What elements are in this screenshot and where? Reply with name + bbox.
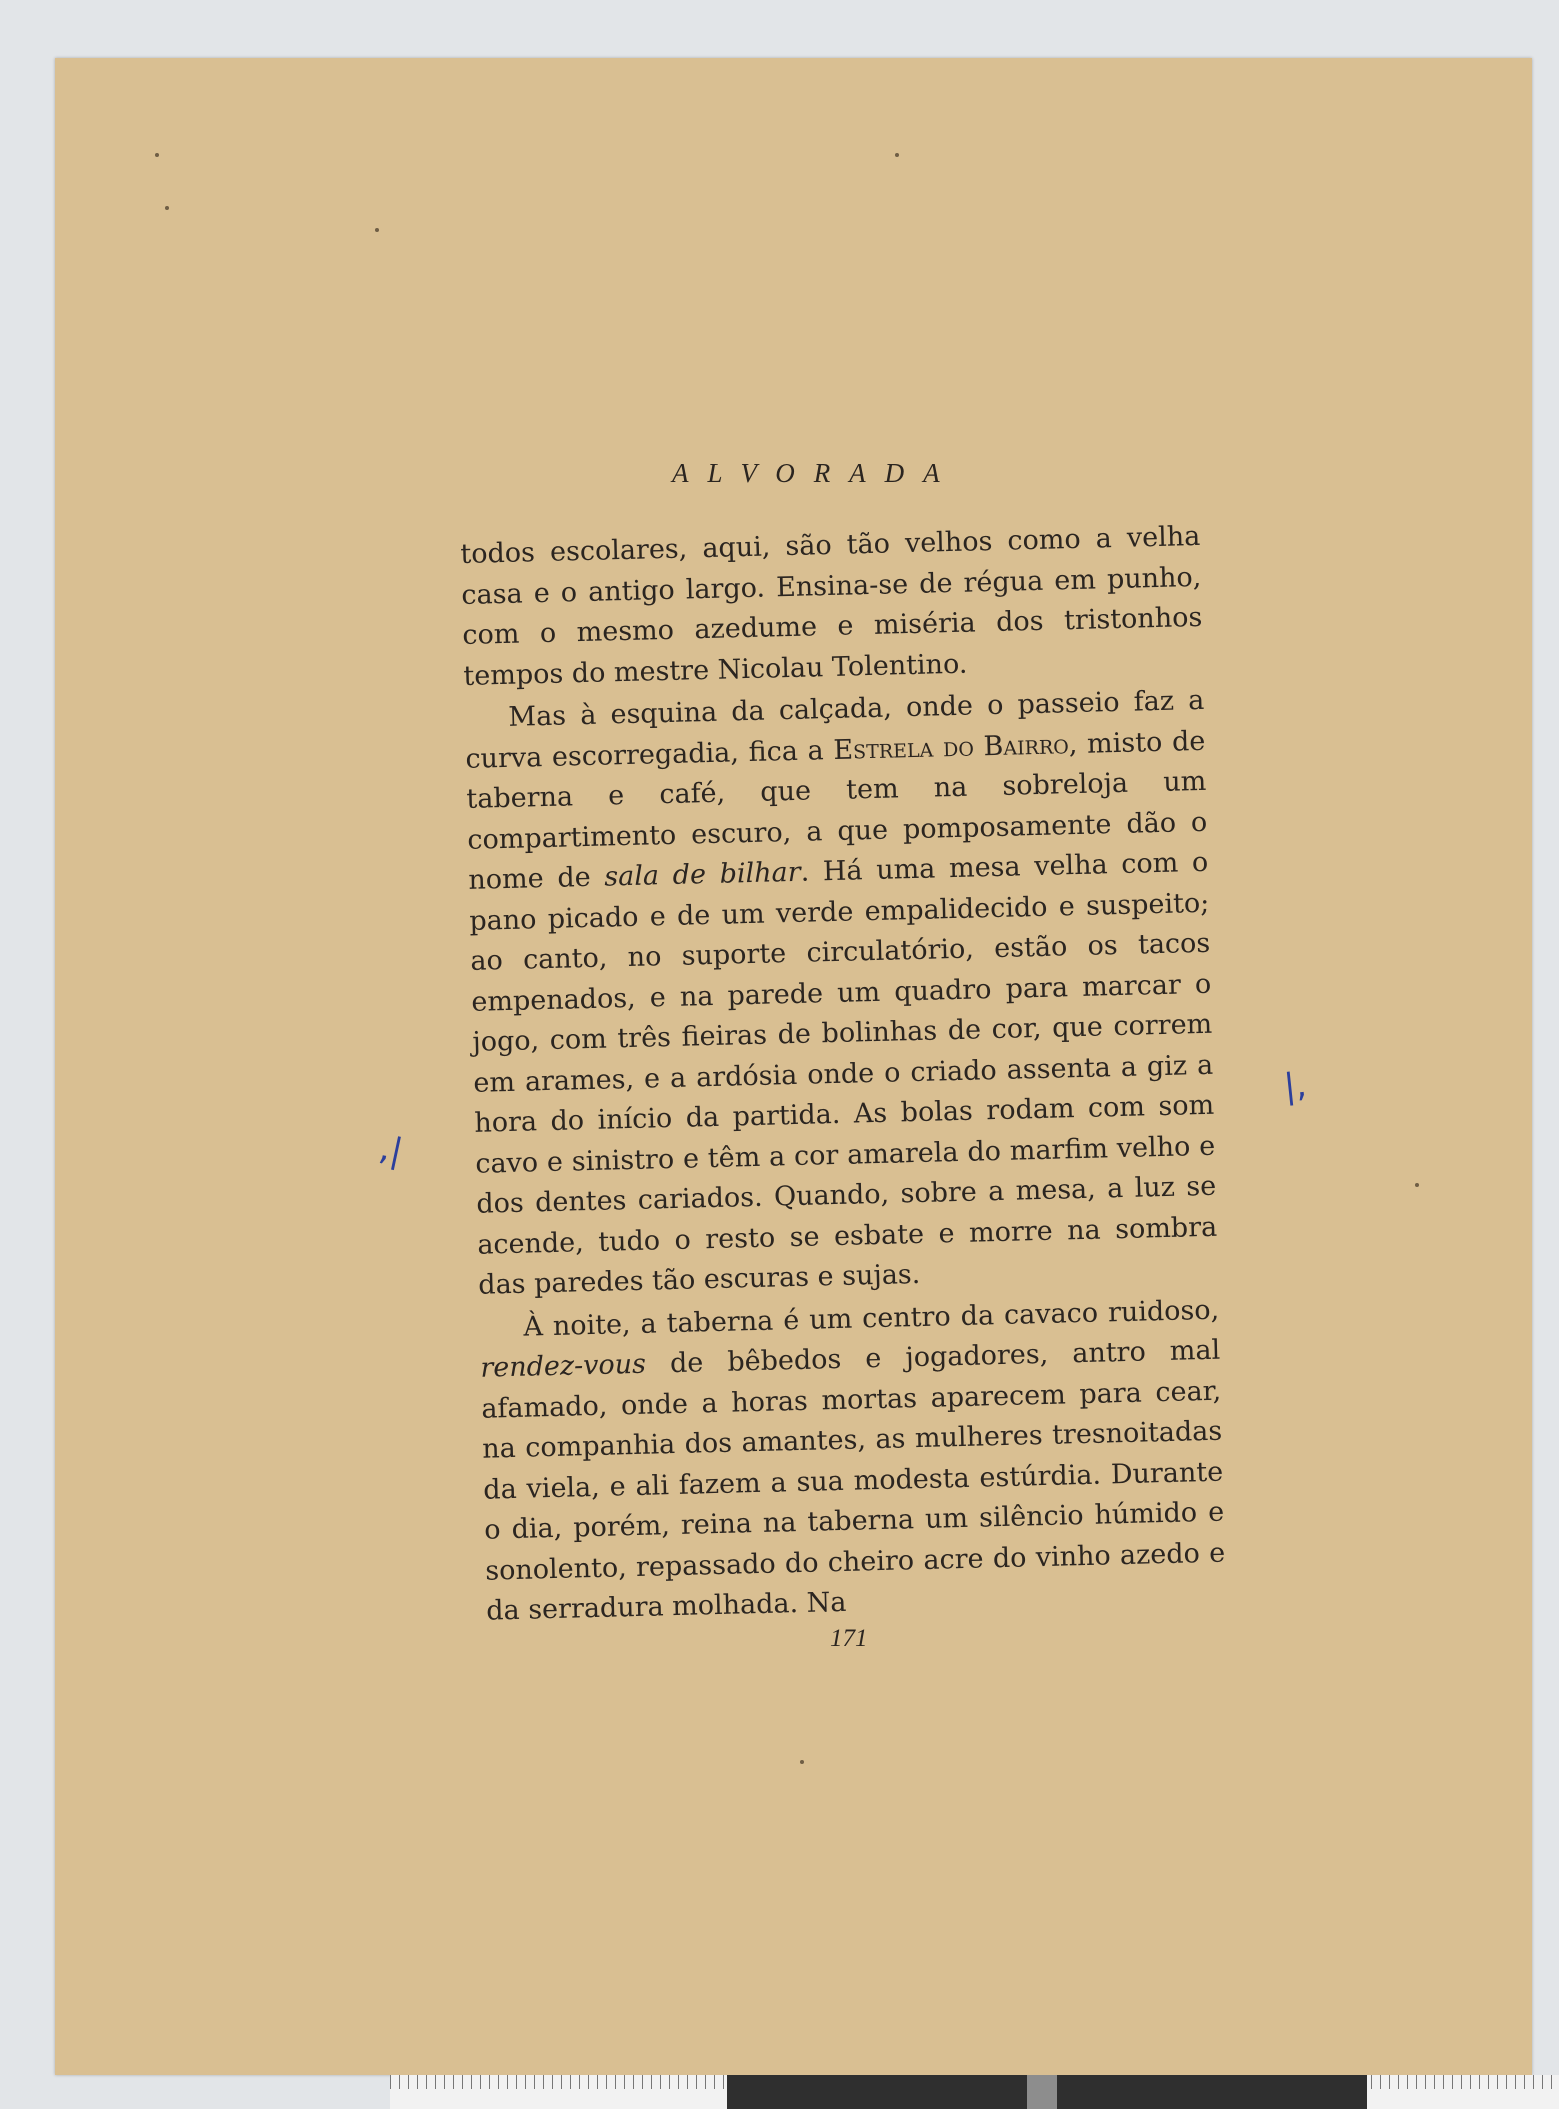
italic-run: sala de bilhar bbox=[603, 856, 801, 893]
smallcaps-run: Estrela do Bairro bbox=[832, 728, 1070, 766]
paragraph bbox=[464, 681, 1219, 1306]
ruler-dark-block bbox=[727, 2075, 1027, 2109]
ruler-gap-block bbox=[1027, 2075, 1057, 2109]
paper-speck bbox=[1415, 1183, 1419, 1187]
scale-ruler bbox=[390, 2075, 1559, 2109]
text-run: Mas à esquina da calçada, onde o passeio faz a curva escorregadia, fica a bbox=[465, 684, 1205, 775]
paragraph bbox=[479, 1290, 1227, 1632]
paper-speck bbox=[155, 153, 159, 157]
body-text bbox=[460, 517, 1227, 1632]
paper-speck bbox=[800, 1760, 804, 1764]
text-run: . Há uma mesa velha com o pano picado e de um verde empalidecido e suspeito; ao canto, no suporte circulatório, estão os tacos empenados, e na parede um quadro para marcar o jogo, com três fieiras de bolinhas de cor, que correm em arames, e a ardósia onde o criado assenta a giz a hora do início da partida. As bolas rodam com som cavo e sinistro e têm a cor amarela do marfim velho e dos dentes cariados. Quando, sobre a mesa, a luz se acende, tudo o resto se esbate e morre na sombra das paredes tão escuras e sujas. bbox=[469, 846, 1218, 1301]
italic-run: rendez-vous bbox=[479, 1348, 647, 1384]
margin-correction-right: |, bbox=[1281, 1064, 1309, 1108]
running-head: ALVORADA bbox=[672, 458, 959, 488]
margin-correction-left: ,| bbox=[376, 1128, 407, 1172]
paper-speck bbox=[895, 153, 899, 157]
text-run: de bêbedos e jogadores, antro mal afamado, onde a horas mortas aparecem para cear, na companhia dos amantes, as mulheres tresnoitadas da viela, e ali fazem a sua modesta estúrdia. Durante o dia, porém, reina na taberna um silêncio húmido e sonolento, repassado do cheiro acre do vinho azedo e da serradura molhada. Na bbox=[480, 1334, 1226, 1627]
text-run: todos escolares, aqui, são tão velhos como a velha casa e o antigo largo. Ensina-se de régua em punho, com o mesmo azedume e miséria dos tristonhos tempos do mestre Nicolau Tolentino. bbox=[460, 520, 1203, 692]
text-run: À noite, a taberna é um centro da cavaco ruidoso, bbox=[522, 1294, 1220, 1343]
paper-speck bbox=[375, 228, 379, 232]
paragraph bbox=[460, 517, 1204, 697]
text-run: , misto de taberna e café, que tem na sobreloja um compartimento escuro, a que pomposamente dão o nome de bbox=[466, 725, 1208, 896]
paper-speck bbox=[165, 206, 169, 210]
page-number: 171 bbox=[830, 1625, 868, 1652]
ruler-dark-block bbox=[1057, 2075, 1367, 2109]
